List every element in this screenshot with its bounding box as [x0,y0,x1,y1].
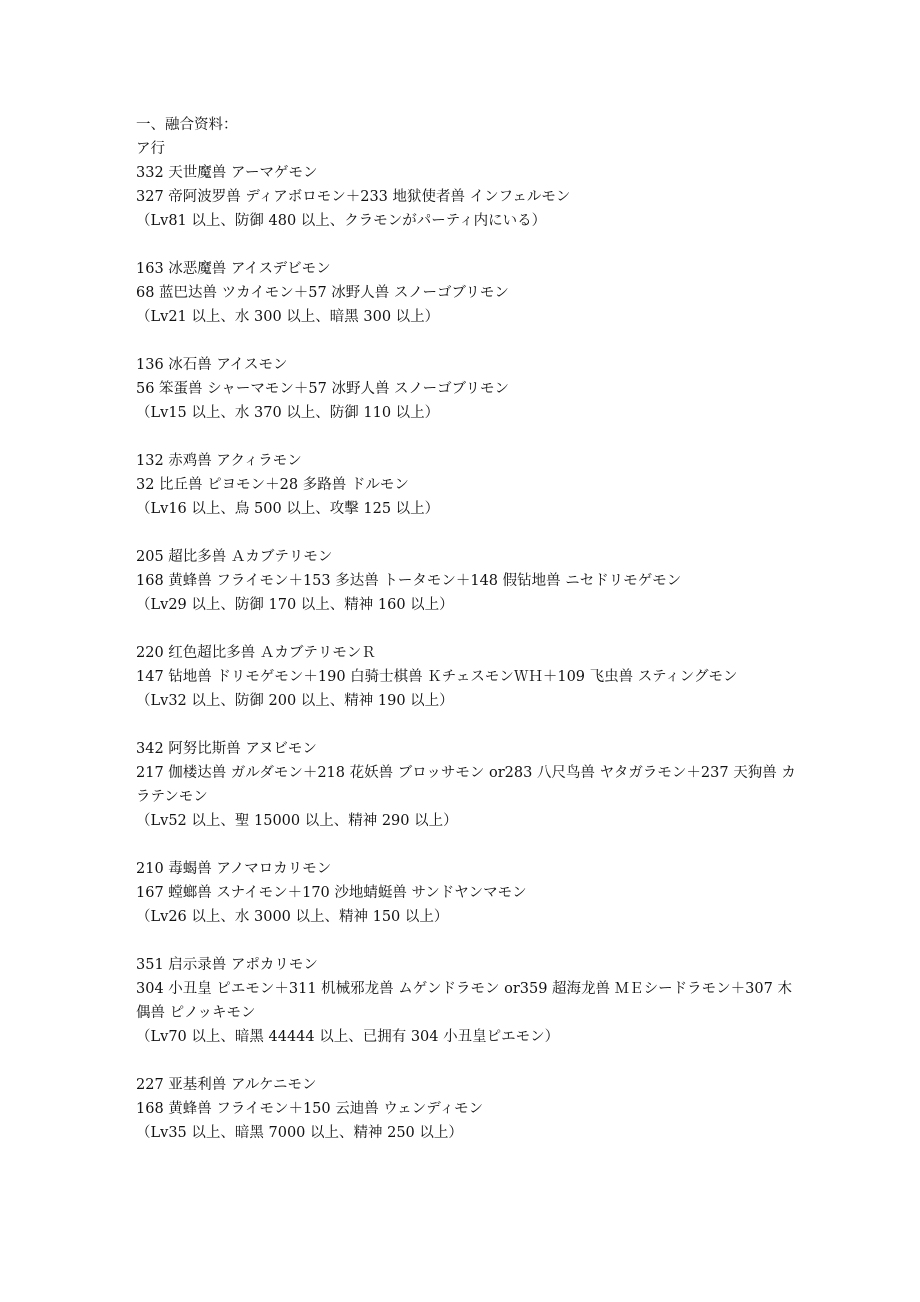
fusion-entry [136,641,796,713]
entry-title: 210 毒蝎兽 アノマロカリモン [136,861,332,877]
fusion-entry [136,257,796,329]
entry-recipe: 56 笨蛋兽 シャーマモン＋57 冰野人兽 スノーゴブリモン [136,381,510,397]
blank-line [136,1049,796,1073]
blank-line [136,425,796,449]
blank-line [136,713,796,737]
entry-title: 332 天世魔兽 アーマゲモン [136,165,318,181]
entry-condition: （Lv32 以上、防御 200 以上、精神 190 以上） [136,693,454,709]
entry-recipe: 167 螳螂兽 スナイモン＋170 沙地蜻蜓兽 サンドヤンマモン [136,885,527,901]
entry-title: 227 亚基利兽 アルケニモン [136,1077,317,1093]
entry-title: 220 红色超比多兽 ＡカブテリモンＲ [136,645,376,661]
entry-condition: （Lv52 以上、聖 15000 以上、精神 290 以上） [136,813,458,829]
fusion-entry [136,737,796,833]
fusion-entry [136,1073,796,1145]
entry-title: 136 冰石兽 アイスモン [136,357,288,373]
entry-recipe: 68 蓝巴达兽 ツカイモン＋57 冰野人兽 スノーゴブリモン [136,285,509,301]
blank-line [136,929,796,953]
fusion-entry [136,353,796,425]
fusion-entry [136,857,796,929]
entry-recipe: 168 黄蜂兽 フライモン＋150 云迪兽 ウェンディモン [136,1101,484,1117]
section-label: ア行 [136,141,165,157]
fusion-entry [136,545,796,617]
entry-recipe: 147 钻地兽 ドリモゲモン＋190 白骑士棋兽 ＫチェスモンＷＨ＋109 飞虫兽 スティングモン [136,669,738,685]
blank-line [136,617,796,641]
entry-recipe: 168 黄蜂兽 フライモン＋153 多达兽 トータモン＋148 假钻地兽 ニセドリモゲモン [136,573,682,589]
blank-line [136,329,796,353]
entry-title: 351 启示录兽 アポカリモン [136,957,318,973]
entry-recipe: 217 伽楼达兽 ガルダモン＋218 花妖兽 ブロッサモン or283 八尺鸟兽 ヤタガラモン＋237 天狗兽 カラテンモン [136,765,796,805]
entry-recipe: 32 比丘兽 ピヨモン＋28 多路兽 ドルモン [136,477,409,493]
entry-condition: （Lv15 以上、水 370 以上、防御 110 以上） [136,405,440,421]
entry-condition: （Lv35 以上、暗黑 7000 以上、精神 250 以上） [136,1125,463,1141]
entry-condition: （Lv16 以上、鳥 500 以上、攻擊 125 以上） [136,501,440,517]
entry-recipe: 304 小丑皇 ピエモン＋311 机械邪龙兽 ムゲンドラモン or359 超海龙兽 ＭＥシードラモン＋307 木偶兽 ピノッキモン [136,981,792,1021]
fusion-entry [136,161,796,233]
entry-condition: （Lv70 以上、暗黑 44444 以上、已拥有 304 小丑皇ピエモン） [136,1029,560,1045]
entry-title: 342 阿努比斯兽 アヌビモン [136,741,317,757]
entry-condition: （Lv21 以上、水 300 以上、暗黑 300 以上） [136,309,440,325]
entry-condition: （Lv29 以上、防御 170 以上、精神 160 以上） [136,597,454,613]
document-body [136,113,796,1145]
blank-line [136,233,796,257]
document-heading: 一、融合资料： [136,117,238,133]
blank-line [136,521,796,545]
entry-condition: （Lv81 以上、防御 480 以上、クラモンがパーティ内にいる） [136,213,547,229]
entry-condition: （Lv26 以上、水 3000 以上、精神 150 以上） [136,909,449,925]
entry-title: 132 赤鸡兽 アクィラモン [136,453,302,469]
entry-title: 205 超比多兽 Ａカブテリモン [136,549,333,565]
entry-recipe: 327 帝阿波罗兽 ディアボロモン＋233 地狱使者兽 インフェルモン [136,189,571,205]
entry-title: 163 冰恶魔兽 アイスデビモン [136,261,331,277]
blank-line [136,833,796,857]
fusion-entry [136,449,796,521]
fusion-entry [136,953,796,1049]
